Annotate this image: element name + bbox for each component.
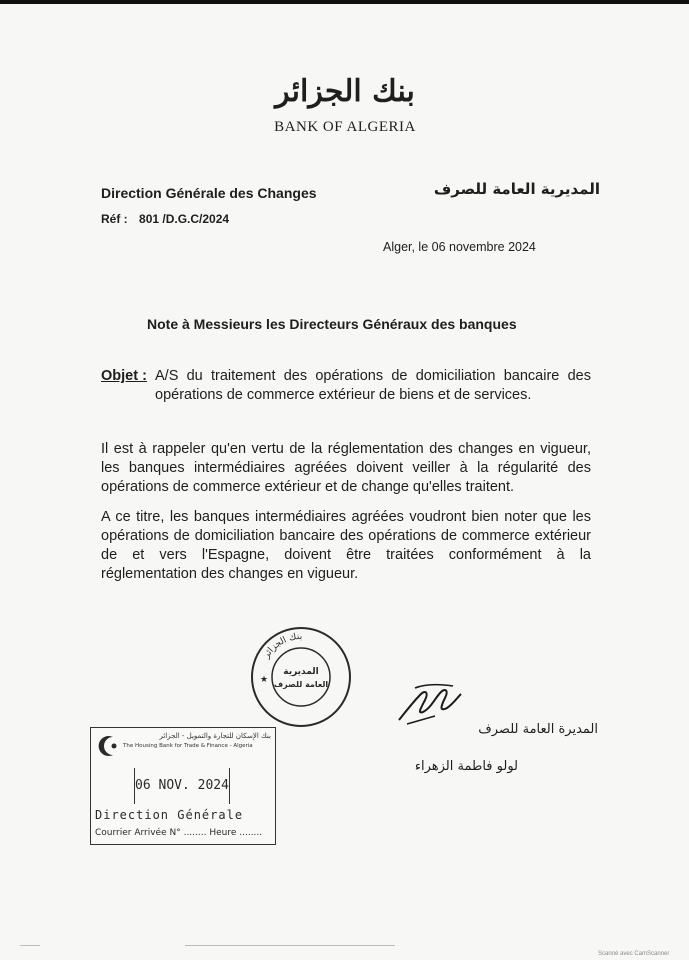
stamp-ring-text: بنك الجزائر xyxy=(261,631,303,661)
stamp-bank-name-english: The Housing Bank for Trade & Finance - Algeria xyxy=(123,743,253,749)
reception-stamp xyxy=(90,727,276,845)
body-paragraph-1: Il est à rappeler qu'en vertu de la réglementation des changes en vigueur, les banques intermédiaires agréées doivent veiller à la régularité des opérations de commerce extérieur et de change qu'elles traitent. xyxy=(101,441,591,495)
stamp-date-box xyxy=(134,768,230,804)
stamp-center-line-2: العامة للصرف xyxy=(273,680,329,689)
reference-number: 801 /D.G.C/2024 xyxy=(139,212,230,226)
scan-edge-line xyxy=(185,945,395,946)
bank-logo-english: BANK OF ALGERIA xyxy=(274,119,416,135)
bank-logo-arabic: بنك الجزائر xyxy=(275,74,415,109)
bank-emblem-icon xyxy=(95,733,121,759)
note-title: Note à Messieurs les Directeurs Généraux des banques xyxy=(147,316,517,332)
department-arabic: المديرية العامة للصرف xyxy=(433,180,600,198)
place-date: Alger, le 06 novembre 2024 xyxy=(383,240,536,254)
stamp-bank-name-arabic: بنك الإسكان للتجارة والتمويل - الجزائر xyxy=(159,732,271,740)
subject-text: A/S du traitement des opérations de domiciliation bancaire des opérations de commerce extérieur de biens et de services. xyxy=(155,368,591,403)
official-round-stamp xyxy=(250,626,352,728)
stamp-star-icon: ★ xyxy=(260,674,269,684)
scan-edge-mark xyxy=(20,945,40,946)
signatory-title: المديرة العامة للصرف xyxy=(478,722,598,737)
subject-label: Objet : xyxy=(101,368,147,384)
handwritten-signature xyxy=(395,680,465,728)
reference-line xyxy=(101,212,229,226)
body-paragraph-2: A ce titre, les banques intermédiaires agréées voudront bien noter que les opérations de domiciliation bancaire des opérations de commerce extérieur de et vers l'Espagne, doivent être traitées conformément à la réglementation des changes en vigueur. xyxy=(101,509,591,582)
stamp-direction: Direction Générale xyxy=(95,808,244,822)
scanner-watermark: Scanné avec CamScanner xyxy=(598,951,670,957)
signatory-name: لولو فاطمة الزهراء xyxy=(414,759,518,774)
stamp-center-line-1: المديرية xyxy=(283,667,319,677)
stamp-date: 06 NOV. 2024 xyxy=(135,778,229,793)
department-french: Direction Générale des Changes xyxy=(101,185,317,201)
stamp-courrier-line: Courrier Arrivée N° ........ Heure ........ xyxy=(95,828,263,838)
reference-label: Réf : xyxy=(101,212,128,226)
